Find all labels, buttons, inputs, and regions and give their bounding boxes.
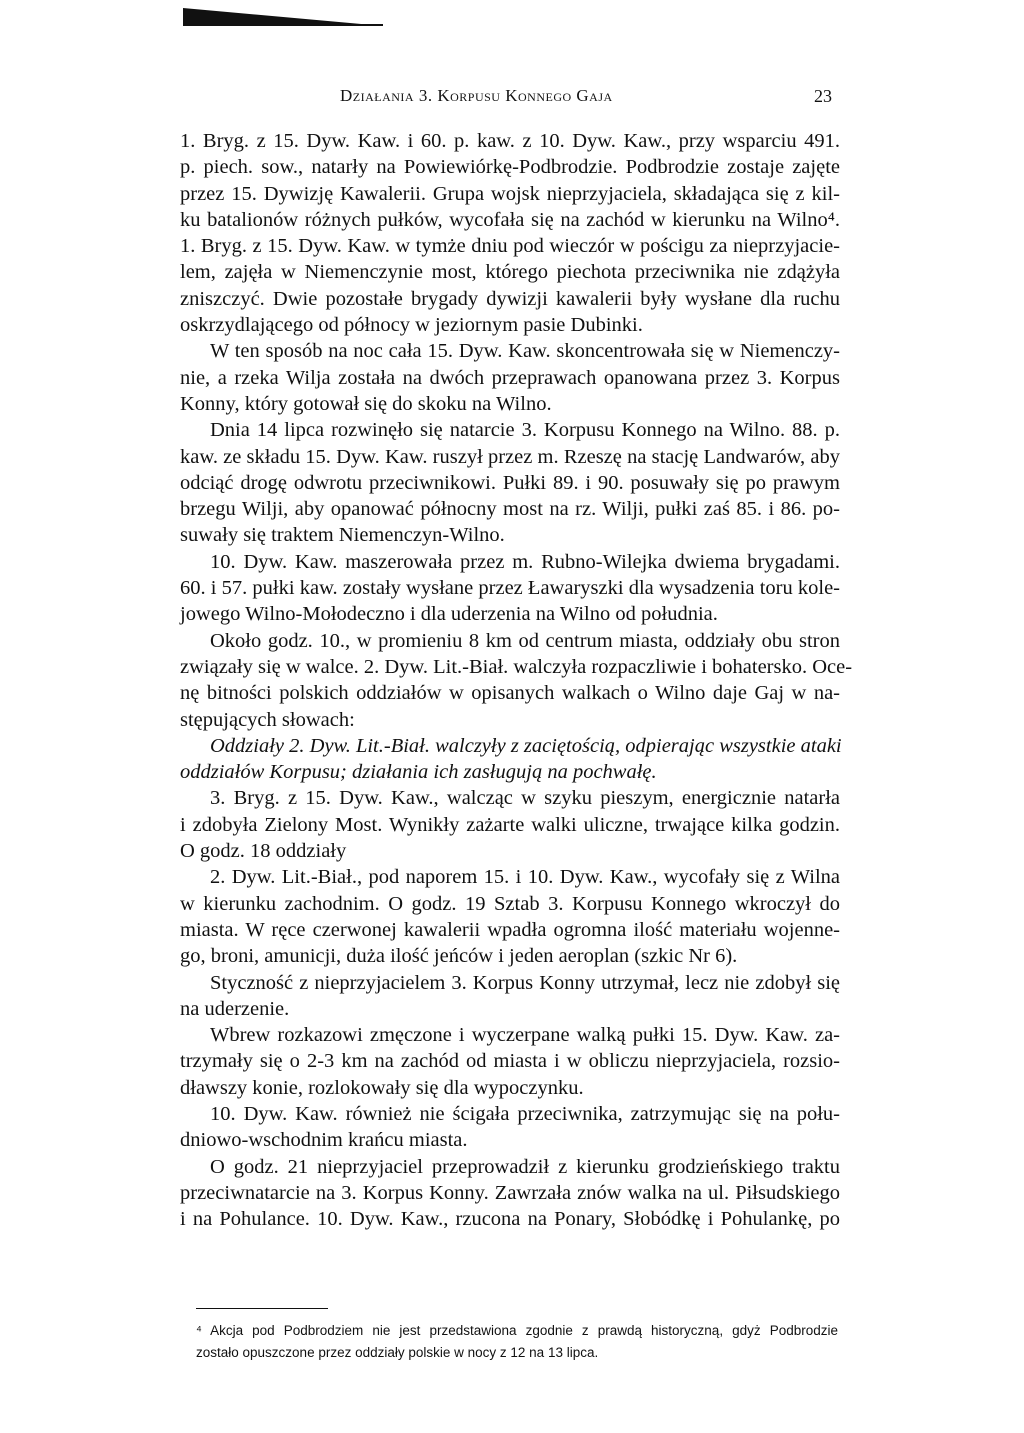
text-line: Styczność z nieprzyjacielem 3. Korpus Konny utrzymał, lecz nie zdobył się <box>210 971 840 994</box>
text-line: i zdobyła Zielony Most. Wynikły zażarte walki uliczne, trwające kilka godzin. <box>180 813 840 836</box>
text-line: i na Pohulance. 10. Dyw. Kaw., rzucona na Ponary, Słobódkę i Pohulankę, po <box>180 1208 840 1231</box>
text-line: O godz. 18 oddziały <box>180 840 347 863</box>
footnote-line: ⁴ Akcja pod Podbrodziem nie jest przedstawiona zgodnie z prawdą historyczną, gdyż Podbrodzie <box>196 1323 838 1338</box>
text-line: Konny, który gotował się do skoku na Wilno. <box>180 392 552 415</box>
text-line: związały się w walce. 2. Dyw. Lit.-Biał. walczyła rozpaczliwie i bohatersko. Oce- <box>180 655 853 678</box>
text-line: w kierunku zachodnim. O godz. 19 Sztab 3. Korpusu Konnego wkroczył do <box>180 892 840 915</box>
text-line: Dnia 14 lipca rozwinęło się natarcie 3. Korpusu Konnego na Wilno. 88. p. <box>210 419 840 442</box>
text-line: 60. i 57. pułki kaw. zostały wysłane przez Ławaryszki dla wysadzenia toru kole- <box>180 577 840 600</box>
text-line: O godz. 21 nieprzyjaciel przeprowadził z kierunku grodzieńskiego traktu <box>210 1155 840 1178</box>
text-line: W ten sposób na noc cała 15. Dyw. Kaw. skoncentrowała się w Niemenczy- <box>210 340 840 363</box>
text-line: jowego Wilno-Mołodeczno i dla uderzenia na Wilno od południa. <box>180 603 718 626</box>
text-line: 2. Dyw. Lit.-Biał., pod naporem 15. i 10. Dyw. Kaw., wycofały się z Wilna <box>210 866 840 889</box>
text-line: nę bitności polskich oddziałów w opisanych walkach o Wilno daje Gaj w na- <box>180 682 840 705</box>
footnote-line: zostało opuszczone przez oddziały polskie w nocy z 12 na 13 lipca. <box>196 1345 599 1360</box>
text-line: kaw. ze składu 15. Dyw. Kaw. ruszył przez m. Rzeszę na stację Landwarów, aby <box>180 445 840 468</box>
text-line: przeciwnatarcie na 3. Korpus Konny. Zawrzała znów walka na ul. Piłsudskiego <box>180 1181 840 1204</box>
page-number: 23 <box>814 86 832 106</box>
footnotes <box>196 1320 838 1364</box>
text-line: Około godz. 10., w promieniu 8 km od centrum miasta, oddziały obu stron <box>210 629 840 652</box>
scan-edge-line <box>183 24 383 26</box>
text-line: oddziałów Korpusu; działania ich zasługują na pochwałę. <box>180 761 657 784</box>
text-line: 1. Bryg. z 15. Dyw. Kaw. w tymże dniu pod wieczór w pościgu za nieprzyjacie- <box>180 235 840 258</box>
text-line: ku batalionów różnych pułków, wycofała się na zachód w kierunku na Wilno⁴. <box>180 208 840 231</box>
text-line: na uderzenie. <box>180 997 290 1020</box>
text-line: 10. Dyw. Kaw. maszerowała przez m. Rubno-Wilejka dwiema brygadami. <box>210 550 840 573</box>
text-line: Wbrew rozkazowi zmęczone i wyczerpane walką pułki 15. Dyw. Kaw. za- <box>210 1024 840 1047</box>
running-head: Działania 3. Korpusu Konnego Gaja <box>340 86 613 105</box>
footnote-rule <box>196 1308 328 1309</box>
text-line: zniszczyć. Dwie pozostałe brygady dywizji kawalerii były wysłane dla ruchu <box>180 287 840 310</box>
text-line: dniowo-wschodnim krańcu miasta. <box>180 1129 468 1152</box>
text-line: miasta. W ręce czerwonej kawalerii wpadła ogromna ilość materiału wojenne- <box>180 918 840 941</box>
text-line: p. piech. sow., natarły na Powiewiórkę-Podbrodzie. Podbrodzie zostaje zajęte <box>180 156 840 179</box>
text-line: 3. Bryg. z 15. Dyw. Kaw., walcząc w szyku pieszym, energicznie natarła <box>210 787 840 810</box>
text-line: odciąć drogę odwrotu przeciwnikowi. Pułki 89. i 90. posuwały się po prawym <box>180 471 840 494</box>
text-line: go, broni, amunicji, duża ilość jeńców i jeden aeroplan (szkic Nr 6). <box>180 945 738 968</box>
text-line: dławszy konie, rozlokowały się dla wypoczynku. <box>180 1076 584 1099</box>
text-line: oskrzydlającego od północy w jeziornym pasie Dubinki. <box>180 314 643 337</box>
text-line: lem, zajęła w Niemenczynie most, którego piechota przeciwnika nie zdążyła <box>180 261 840 284</box>
text-line: 10. Dyw. Kaw. również nie ścigała przeciwnika, zatrzymując się na połu- <box>210 1102 840 1125</box>
text-line: trzymały się o 2-3 km na zachód od miasta i w obliczu nieprzyjaciela, rozsio- <box>180 1050 840 1073</box>
text-line: brzegu Wilji, aby opanować północny most na rz. Wilji, pułki zaś 85. i 86. po- <box>180 498 840 521</box>
text-line: 1. Bryg. z 15. Dyw. Kaw. i 60. p. kaw. z 10. Dyw. Kaw., przy wsparciu 491. <box>180 130 840 152</box>
text-line: nie, a rzeka Wilja została na dwóch przeprawach opanowana przez 3. Korpus <box>180 366 840 389</box>
text-line: przez 15. Dywizję Kawalerii. Grupa wojsk nieprzyjaciela, składająca się z kil- <box>180 182 840 205</box>
body-text <box>180 128 853 1232</box>
text-line: stępujących słowach: <box>180 708 355 731</box>
text-line: Oddziały 2. Dyw. Lit.-Biał. walczyły z zaciętością, odpierając wszystkie ataki <box>210 734 842 757</box>
text-line: suwały się traktem Niemenczyn-Wilno. <box>180 524 505 547</box>
